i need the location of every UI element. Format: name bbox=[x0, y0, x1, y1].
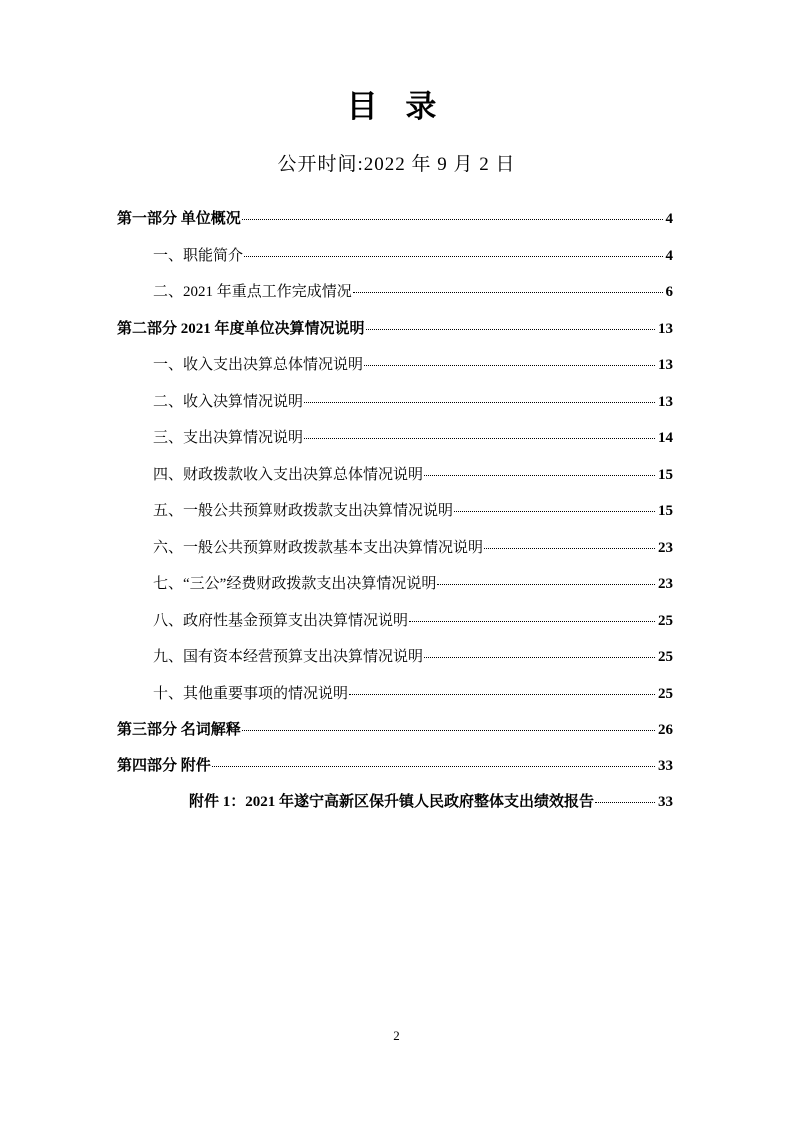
publish-date-line: 公开时间:2022 年 9 月 2 日 bbox=[277, 154, 516, 176]
toc-entry-label: 二、2021 年重点工作完成情况 bbox=[153, 284, 352, 301]
toc-entry[interactable] bbox=[117, 320, 673, 340]
toc-leader-dots bbox=[244, 244, 662, 256]
toc-entry-label: 七、“三公”经费财政拨款支出决算情况说明 bbox=[153, 576, 437, 593]
toc-leader-dots bbox=[353, 281, 663, 293]
toc-entry-label: 一、收入支出决算总体情况说明 bbox=[153, 357, 364, 374]
toc-entry[interactable] bbox=[117, 648, 673, 668]
table-of-contents bbox=[0, 210, 793, 813]
toc-entry[interactable] bbox=[117, 247, 673, 267]
toc-entry-page: 15 bbox=[658, 466, 673, 483]
toc-entry[interactable] bbox=[117, 721, 673, 741]
toc-leader-dots bbox=[349, 682, 655, 694]
toc-entry-label: 九、国有资本经营预算支出决算情况说明 bbox=[153, 649, 424, 666]
toc-leader-dots bbox=[409, 609, 655, 621]
toc-entry-page: 13 bbox=[658, 357, 673, 374]
toc-entry-page: 25 bbox=[658, 612, 673, 629]
toc-entry-page: 33 bbox=[658, 794, 673, 811]
toc-entry-label: 第二部分 2021 年度单位决算情况说明 bbox=[117, 320, 365, 337]
toc-entry[interactable] bbox=[117, 502, 673, 522]
toc-leader-dots bbox=[364, 354, 655, 366]
toc-entry-label: 第一部分 单位概况 bbox=[117, 211, 241, 228]
toc-leader-dots bbox=[304, 427, 655, 439]
toc-entry[interactable] bbox=[117, 685, 673, 705]
toc-entry-label: 第四部分 附件 bbox=[117, 757, 211, 774]
toc-entry-label: 一、职能简介 bbox=[153, 247, 244, 264]
toc-entry-page: 15 bbox=[658, 503, 673, 520]
toc-entry-page: 4 bbox=[665, 211, 673, 228]
toc-leader-dots bbox=[366, 317, 655, 329]
toc-leader-dots bbox=[242, 719, 655, 731]
toc-entry-page: 25 bbox=[658, 649, 673, 666]
toc-entry-page: 13 bbox=[658, 320, 673, 337]
toc-entry-page: 23 bbox=[658, 576, 673, 593]
toc-entry-label: 八、政府性基金预算支出决算情况说明 bbox=[153, 612, 409, 629]
toc-entry[interactable] bbox=[117, 356, 673, 376]
toc-entry-label: 附件 1：2021 年遂宁高新区保升镇人民政府整体支出绩效报告 bbox=[189, 794, 595, 811]
toc-leader-dots bbox=[437, 573, 655, 585]
toc-entry[interactable] bbox=[117, 612, 673, 632]
toc-leader-dots bbox=[424, 646, 655, 658]
toc-entry-label: 四、财政拨款收入支出决算总体情况说明 bbox=[153, 466, 424, 483]
toc-entry[interactable] bbox=[117, 283, 673, 303]
toc-entry-page: 6 bbox=[665, 284, 673, 301]
toc-entry-label: 三、支出决算情况说明 bbox=[153, 430, 304, 447]
toc-leader-dots bbox=[242, 208, 663, 220]
toc-entry-page: 4 bbox=[665, 247, 673, 264]
toc-entry-label: 五、一般公共预算财政拨款支出决算情况说明 bbox=[153, 503, 454, 520]
toc-entry-page: 14 bbox=[658, 430, 673, 447]
page-title: 目 录 bbox=[346, 89, 447, 124]
toc-entry-page: 23 bbox=[658, 539, 673, 556]
toc-entry-label: 六、一般公共预算财政拨款基本支出决算情况说明 bbox=[153, 539, 484, 556]
toc-leader-dots bbox=[454, 500, 655, 512]
toc-entry-page: 33 bbox=[658, 757, 673, 774]
toc-entry-label: 十、其他重要事项的情况说明 bbox=[153, 685, 349, 702]
toc-entry-label: 第三部分 名词解释 bbox=[117, 722, 241, 739]
toc-entry-page: 13 bbox=[658, 393, 673, 410]
toc-entry[interactable] bbox=[117, 793, 673, 813]
toc-leader-dots bbox=[595, 791, 655, 803]
toc-entry[interactable] bbox=[117, 210, 673, 230]
toc-entry-page: 25 bbox=[658, 685, 673, 702]
toc-entry[interactable] bbox=[117, 575, 673, 595]
toc-entry[interactable] bbox=[117, 757, 673, 777]
toc-entry-page: 26 bbox=[658, 722, 673, 739]
toc-entry[interactable] bbox=[117, 539, 673, 559]
footer-page-number: 2 bbox=[393, 1028, 400, 1043]
toc-entry-label: 二、收入决算情况说明 bbox=[153, 393, 304, 410]
toc-leader-dots bbox=[304, 390, 655, 402]
toc-entry[interactable] bbox=[117, 466, 673, 486]
toc-entry[interactable] bbox=[117, 429, 673, 449]
toc-leader-dots bbox=[212, 754, 655, 766]
toc-leader-dots bbox=[424, 463, 655, 475]
toc-entry[interactable] bbox=[117, 393, 673, 413]
toc-leader-dots bbox=[484, 536, 655, 548]
